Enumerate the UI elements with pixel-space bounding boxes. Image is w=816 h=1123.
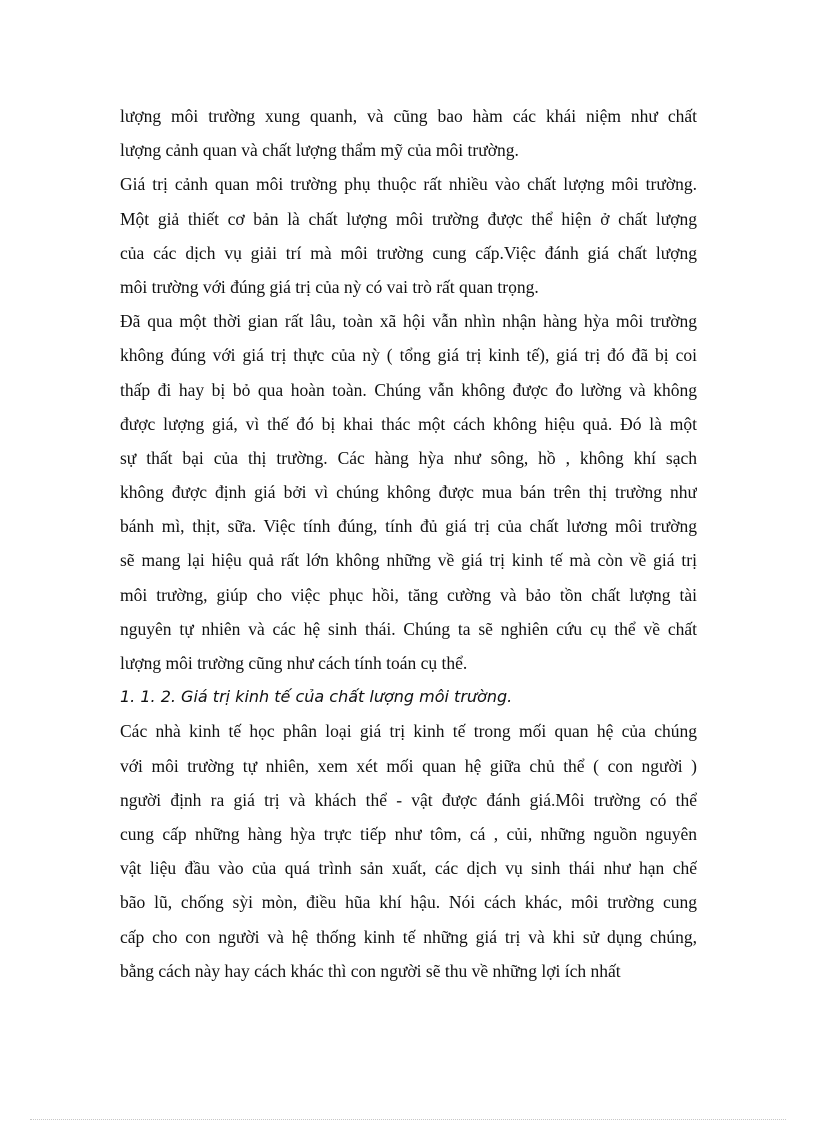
text-line: lượng cảnh quan và chất lượng thẩm mỹ của môi trường. xyxy=(120,140,519,161)
text-line: sẽ mang lại hiệu quả rất lớn không những về giá trị kinh tế mà còn về giá trị xyxy=(120,550,697,571)
text-line: Đã qua một thời gian rất lâu, toàn xã hội vẫn nhìn nhận hàng hỳa môi trường xyxy=(120,311,697,332)
text-line: của các dịch vụ giải trí mà môi trường cung cấp.Việc đánh giá chất lượng xyxy=(120,242,697,263)
text-line: lượng môi trường xung quanh, và cũng bao hàm các khái niệm như chất xyxy=(120,106,697,126)
text-line: không đúng với giá trị thực của nỳ ( tổng giá trị kinh tế), giá trị đó đã bị coi xyxy=(120,345,697,366)
text-line: không được định giá bởi vì chúng không được mua bán trên thị trường như xyxy=(120,482,697,503)
section-heading: 1. 1. 2. Giá trị kinh tế của chất lượng môi trường. xyxy=(120,687,513,707)
text-line: cấp cho con người và hệ thống kinh tế những giá trị và khi sử dụng chúng, xyxy=(120,926,697,947)
document-body xyxy=(120,99,697,988)
text-line: bánh mì, thịt, sữa. Việc tính đúng, tính đủ giá trị của chất lương môi trường xyxy=(120,516,697,537)
page-border xyxy=(30,1119,786,1120)
text-line: được lượng giá, vì thế đó bị khai thác một cách không hiệu quả. Đó là một xyxy=(120,413,697,434)
text-line: vật liệu đầu vào của quá trình sản xuất, các dịch vụ sinh thái như hạn chế xyxy=(120,858,697,879)
text-line: Các nhà kinh tế học phân loại giá trị kinh tế trong mối quan hệ của chúng xyxy=(120,721,697,742)
text-line: thấp đi hay bị bỏ qua hoàn toàn. Chúng vẫn không được đo lường và không xyxy=(120,379,697,400)
text-line: bão lũ, chống sỳi mòn, điều hũa khí hậu. Nói cách khác, môi trường cung xyxy=(120,892,697,913)
text-line: người định ra giá trị và khách thể - vật được đánh giá.Môi trường có thể xyxy=(120,789,697,810)
text-line: bằng cách này hay cách khác thì con người sẽ thu về những lợi ích nhất xyxy=(120,960,621,981)
text-line: môi trường, giúp cho việc phục hồi, tăng cường và bảo tồn chất lượng tài xyxy=(120,584,697,605)
text-line: lượng môi trường cũng như cách tính toán cụ thể. xyxy=(120,653,468,673)
text-line: Một giả thiết cơ bản là chất lượng môi trường được thể hiện ở chất lượng xyxy=(120,208,697,229)
text-line: nguyên tự nhiên và các hệ sinh thái. Chúng ta sẽ nghiên cứu cụ thể về chất xyxy=(120,618,697,639)
text-line: Giá trị cảnh quan môi trường phụ thuộc rất nhiều vào chất lượng môi trường. xyxy=(120,174,697,195)
text-line: với môi trường tự nhiên, xem xét mối quan hệ giữa chủ thể ( con người ) xyxy=(120,755,697,776)
text-line: môi trường với đúng giá trị của nỳ có vai trò rất quan trọng. xyxy=(120,276,539,297)
text-line: cung cấp những hàng hỳa trực tiếp như tôm, cá , củi, những nguồn nguyên xyxy=(120,823,697,844)
text-line: sự thất bại của thị trường. Các hàng hỳa như sông, hồ , không khí sạch xyxy=(120,447,697,468)
